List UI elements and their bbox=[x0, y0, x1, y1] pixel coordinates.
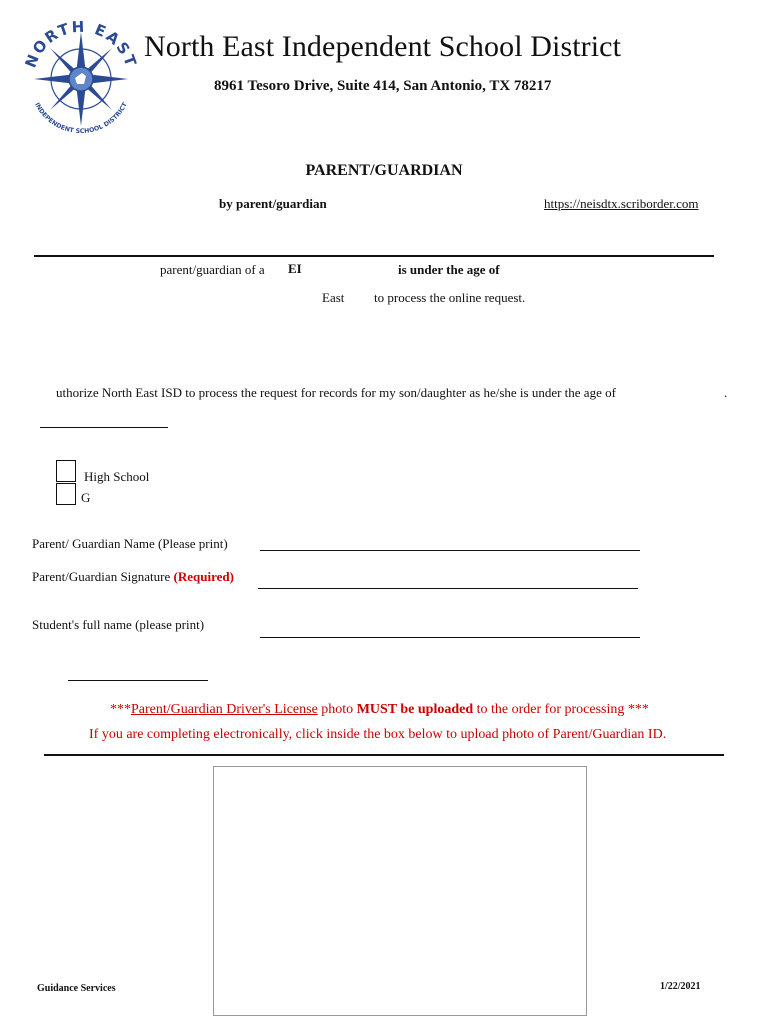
footer-department: Guidance Services bbox=[37, 983, 116, 994]
id-photo-upload-box[interactable] bbox=[213, 766, 587, 1016]
blank-line-1 bbox=[40, 427, 168, 428]
authorize-end: . bbox=[724, 385, 728, 400]
district-address: 8961 Tesoro Drive, Suite 414, San Antonio, TX 78217 bbox=[214, 78, 552, 94]
scriborder-link[interactable]: https://neisdtx.scriborder.com bbox=[544, 196, 699, 211]
notice-photo: photo bbox=[317, 702, 357, 717]
para2-text-b: to process the online request. bbox=[374, 290, 526, 305]
blank-line-2 bbox=[68, 680, 208, 681]
signature-label-text: Parent/Guardian Signature bbox=[32, 569, 171, 584]
notice-must: MUST be uploaded bbox=[356, 702, 474, 717]
signature-label bbox=[32, 569, 234, 585]
form-title: PARENT/GUARDIAN bbox=[305, 162, 463, 179]
footer-date: 1/22/2021 bbox=[660, 981, 701, 992]
section-divider-bottom bbox=[44, 754, 724, 756]
district-logo bbox=[20, 18, 142, 140]
license-text: Parent/Guardian Driver's License bbox=[131, 702, 318, 717]
g-label: G bbox=[81, 490, 91, 505]
compass-icon bbox=[20, 18, 142, 140]
notice-rest: to the order for processing *** bbox=[473, 702, 649, 717]
upload-notice bbox=[110, 702, 649, 718]
signature-field[interactable] bbox=[258, 588, 638, 589]
upload-instructions: If you are completing electronically, click inside the box below to upload photo of Parent/Guardian ID. bbox=[89, 727, 667, 742]
student-name-field[interactable] bbox=[260, 637, 640, 638]
notice-stars: *** bbox=[110, 702, 131, 717]
section-divider-top bbox=[34, 255, 714, 257]
g-checkbox[interactable] bbox=[56, 483, 76, 505]
signature-required: (Required) bbox=[173, 569, 234, 584]
high-school-checkbox[interactable] bbox=[56, 460, 76, 482]
svg-text:INDEPENDENT SCHOOL DISTRICT: INDEPENDENT SCHOOL DISTRICT bbox=[33, 101, 129, 136]
guardian-name-field[interactable] bbox=[260, 550, 640, 551]
para1-text-b: EI bbox=[288, 261, 302, 276]
high-school-label: High School bbox=[84, 469, 150, 484]
para1-text-a: parent/guardian of a bbox=[160, 262, 265, 277]
svg-text:NORTH EAST: NORTH EAST bbox=[21, 18, 141, 71]
district-name: North East Independent School District bbox=[144, 30, 622, 63]
by-line: by parent/guardian bbox=[219, 196, 327, 211]
para1-text-c: is under the age of bbox=[398, 262, 500, 277]
guardian-name-label: Parent/ Guardian Name (Please print) bbox=[32, 536, 228, 551]
para2-text-a: East bbox=[322, 290, 345, 305]
authorize-text: uthorize North East ISD to process the request for records for my son/daughter as he/she is under the age of bbox=[56, 385, 616, 400]
student-name-label: Student's full name (please print) bbox=[32, 617, 205, 632]
